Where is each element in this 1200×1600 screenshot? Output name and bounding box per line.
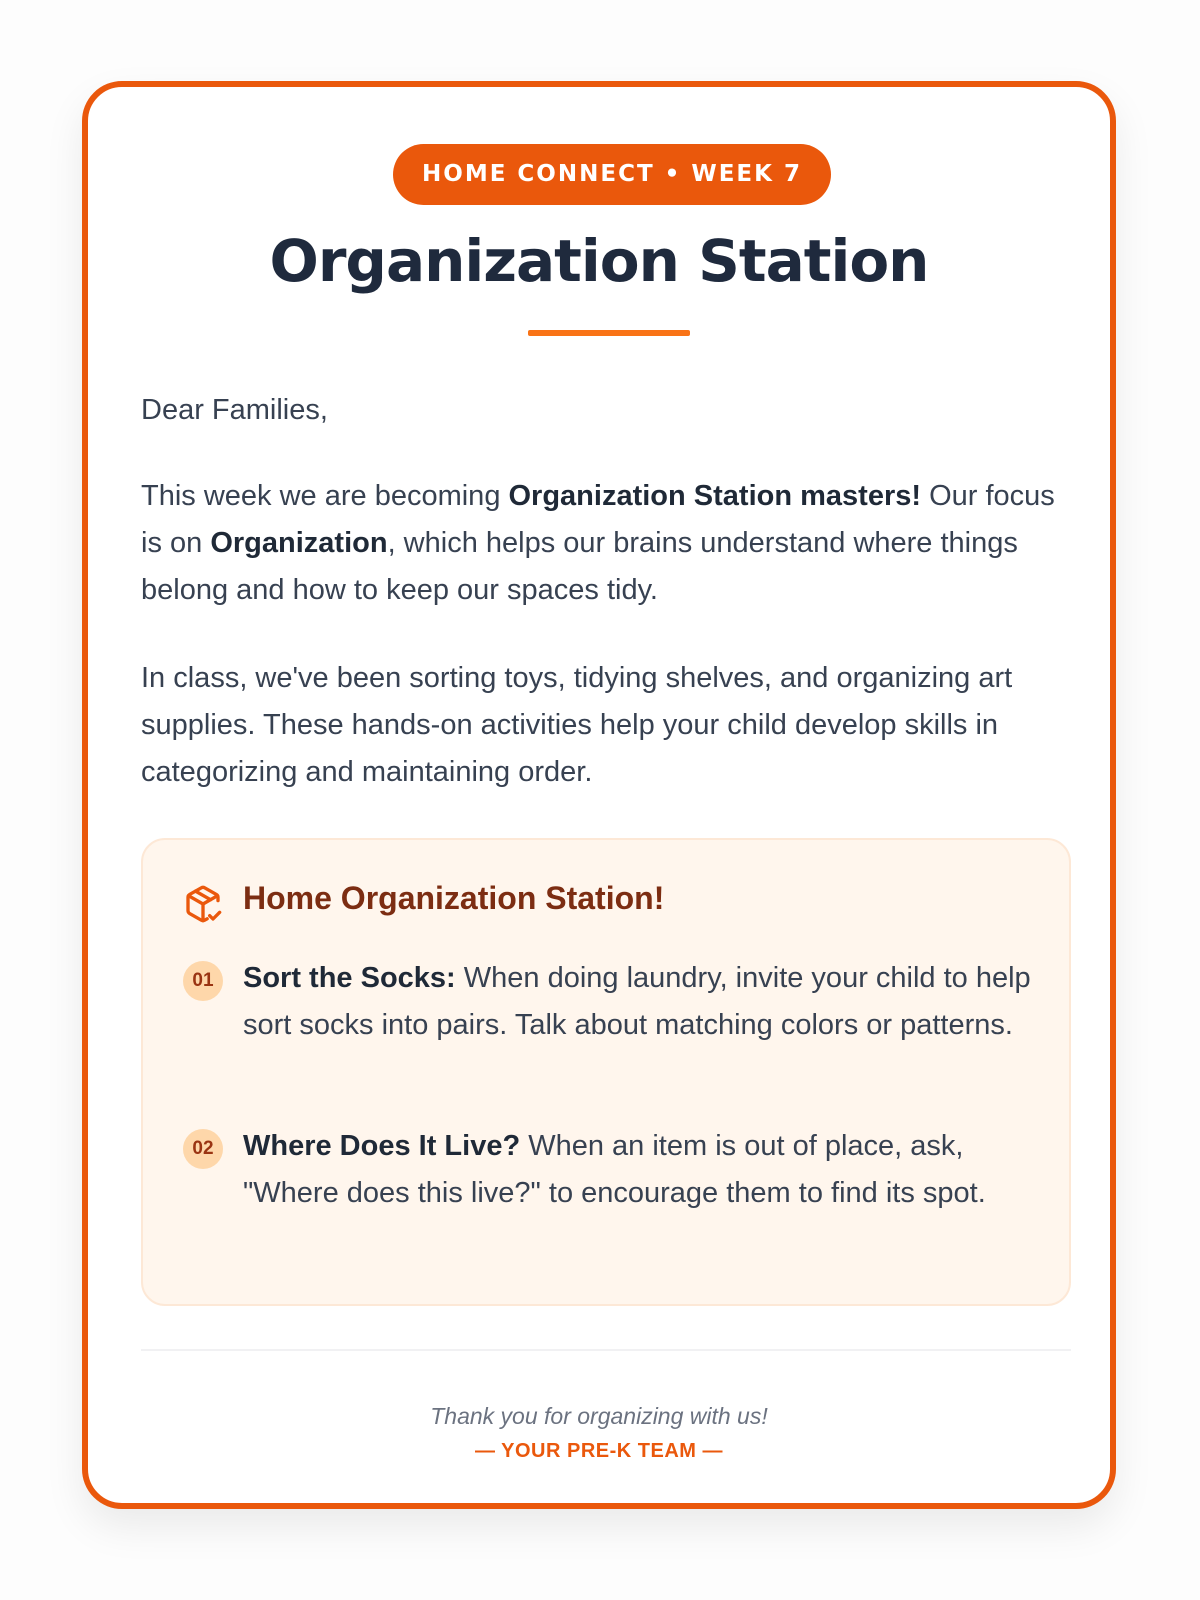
intro-text-1: This week we are becoming — [141, 480, 509, 512]
page-title: Organization Station — [269, 227, 929, 295]
tip-lead: Sort the Socks: — [243, 962, 456, 994]
tip-lead: Where Does It Live? — [243, 1130, 521, 1162]
footer-divider — [141, 1349, 1071, 1351]
intro-bold-2: Organization — [210, 527, 388, 559]
newsletter-card — [82, 81, 1116, 1509]
signoff-text: Thank you for organizing with us! — [430, 1403, 768, 1429]
tip-text — [243, 1123, 1033, 1217]
tip-number-badge: 02 — [183, 1129, 223, 1169]
intro-text-2: Our focus is on — [141, 480, 1055, 559]
intro-paragraph — [141, 473, 1081, 614]
intro-text-3: , which helps our brains understand where things belong and how to keep our spaces tidy. — [141, 527, 1018, 606]
package-check-icon — [183, 884, 223, 924]
intro-bold-1: Organization Station masters! — [508, 480, 922, 512]
tip-number-badge: 01 — [183, 961, 223, 1001]
home-activity-box — [141, 838, 1071, 1306]
title-underline — [528, 330, 690, 336]
class-paragraph: In class, we've been sorting toys, tidying shelves, and organizing art supplies. These hands-on activities help your child develop skills in categorizing and maintaining order. — [141, 662, 1013, 788]
tip-body: When doing laundry, invite your child to help sort socks into pairs. Talk about matching colors or patterns. — [243, 962, 1031, 1041]
greeting: Dear Families, — [141, 394, 328, 426]
activity-title: Home Organization Station! — [243, 880, 665, 916]
week-badge: HOME CONNECT • WEEK 7 — [393, 144, 831, 205]
tip-text — [243, 955, 1033, 1049]
team-signature: — YOUR PRE-K TEAM — — [474, 1440, 724, 1462]
tip-body: When an item is out of place, ask, "Where does this live?" to encourage them to find its spot. — [243, 1130, 986, 1209]
